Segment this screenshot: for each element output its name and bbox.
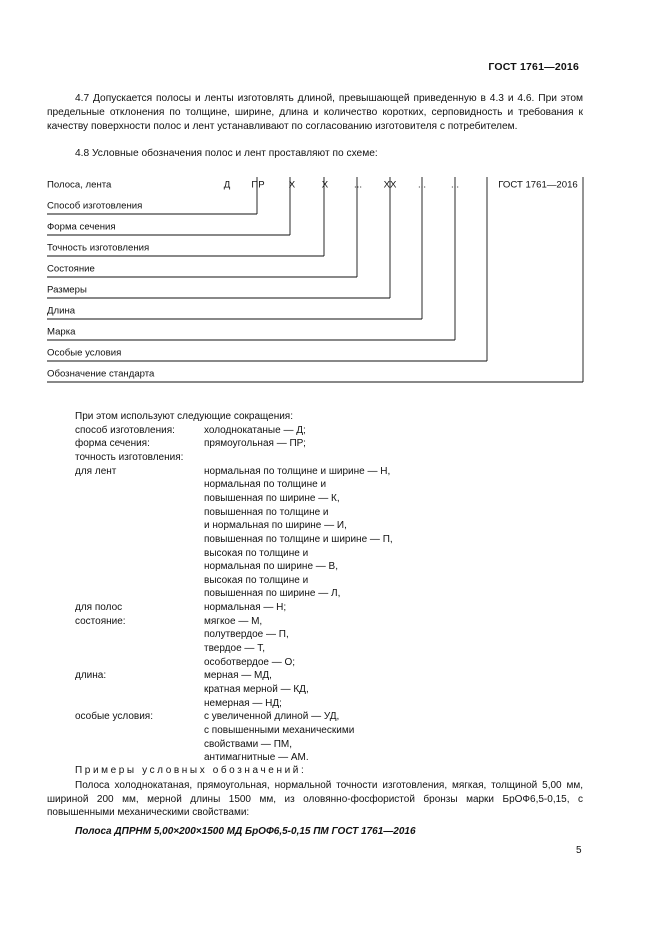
abbreviation-label: для полос bbox=[75, 602, 123, 614]
abbreviation-value: повышенная по толщине и bbox=[204, 506, 329, 518]
abbreviation-value: нормальная по толщине и ширине — Н, bbox=[204, 465, 391, 477]
abbreviation-value: повышенная по ширине — Л, bbox=[204, 588, 341, 600]
abbreviation-value: высокая по толщине и bbox=[204, 547, 309, 559]
scheme-code-4: ... bbox=[354, 179, 362, 191]
abbreviation-value: высокая по толщине и bbox=[204, 574, 309, 586]
abbreviation-value: повышенная по толщине и ширине — П, bbox=[204, 533, 393, 545]
scheme-code-6: ... bbox=[418, 179, 426, 191]
example-designation: Полоса ДПРНМ 5,00×200×1500 МД БрОФ6,5-0,15 ПМ ГОСТ 1761—2016 bbox=[75, 826, 416, 837]
scheme-code-2: Х bbox=[288, 179, 296, 191]
scheme-row-label-3: Состояние bbox=[47, 263, 95, 275]
scheme-row-label-6: Марка bbox=[47, 326, 76, 338]
abbreviation-label: форма сечения: bbox=[75, 438, 150, 450]
abbreviation-value: холоднокатаные — Д; bbox=[204, 424, 306, 436]
abbreviation-value: кратная мерной — КД, bbox=[204, 684, 309, 695]
document-code-header: ГОСТ 1761—2016 bbox=[488, 61, 579, 73]
abbreviation-label: особые условия: bbox=[75, 711, 153, 723]
abbreviation-value: с увеличенной длиной — УД, bbox=[204, 711, 340, 723]
abbreviation-label: длина: bbox=[75, 670, 107, 682]
abbreviation-label: для лент bbox=[75, 465, 117, 477]
scheme-row-label-0: Способ изготовления bbox=[47, 200, 143, 212]
scheme-code-3: Х bbox=[321, 179, 329, 191]
abbreviation-label: способ изготовления: bbox=[75, 424, 175, 436]
scheme-code-5: ХХ bbox=[383, 179, 397, 191]
abbreviation-value: твердое — Т, bbox=[204, 643, 265, 655]
abbreviation-value: свойствами — ПМ, bbox=[204, 738, 293, 750]
scheme-code-1: ПР bbox=[251, 179, 265, 191]
scheme-code-0: Д bbox=[223, 179, 231, 191]
scheme-row-label-1: Форма сечения bbox=[47, 221, 116, 233]
scheme-row-label-4: Размеры bbox=[47, 284, 87, 296]
page-number: 5 bbox=[576, 845, 582, 856]
example-description bbox=[47, 779, 583, 820]
abbreviation-value: немерная — НД; bbox=[204, 697, 282, 709]
abbreviation-value: повышенная по ширине — К, bbox=[204, 492, 340, 504]
abbreviation-value: нормальная — Н; bbox=[204, 602, 287, 614]
clause-4-7-text: 4.7 Допускается полосы и ленты изготовлять длиной, превышающей приведенную в 4.3 и 4.6. При этом предельные отклонения по толщине, ширине, длина и количество коротких, серповидность и требования к качеству поверхности полос и лент устанавливают по согласованию изготовителя с потребителем. bbox=[47, 93, 583, 132]
scheme-row-label-7: Особые условия bbox=[47, 347, 122, 359]
abbreviation-value: прямоугольная — ПР; bbox=[204, 438, 306, 450]
scheme-code-7: ... bbox=[451, 179, 459, 191]
abbreviation-value: полутвердое — П, bbox=[204, 629, 289, 641]
scheme-code-8: ГОСТ 1761—2016 bbox=[498, 179, 578, 191]
scheme-row-label-2: Точность изготовления bbox=[47, 242, 150, 254]
abbreviation-value: нормальная по ширине — В, bbox=[204, 561, 339, 573]
scheme-row-label-5: Длина bbox=[47, 305, 76, 317]
examples-heading: Примеры условных обозначений: bbox=[75, 765, 307, 776]
abbreviation-label: точность изготовления: bbox=[75, 451, 184, 463]
abbreviations-intro: При этом используют следующие сокращения: bbox=[75, 411, 293, 422]
abbreviation-value: нормальная по толщине и bbox=[204, 479, 327, 491]
abbreviation-value: с повышенными механическими bbox=[204, 724, 355, 736]
abbreviation-value: и нормальная по ширине — И, bbox=[204, 520, 347, 532]
abbreviation-value: антимагнитные — АМ. bbox=[204, 752, 309, 764]
abbreviation-label: состояние: bbox=[75, 615, 126, 627]
abbreviation-value: особотвердое — О; bbox=[204, 656, 296, 668]
abbreviations-list bbox=[75, 410, 575, 770]
example-description-text: Полоса холоднокатаная, прямоугольная, нормальной точности изготовления, мягкая, толщиной 5,00 мм, шириной 200 мм, мерной длины 1500 мм, из оловянно-фосфористой бронзы марки БрОФ6,5-0,15, с повышенными механическими свойствами: bbox=[47, 780, 583, 819]
clause-4-8-text: 4.8 Условные обозначения полос и лент проставляют по схеме: bbox=[75, 148, 378, 159]
abbreviation-value: мерная — МД, bbox=[204, 670, 272, 682]
scheme-row-label-8: Обозначение стандарта bbox=[47, 368, 155, 380]
scheme-head-label: Полоса, лента bbox=[47, 179, 112, 191]
abbreviation-value: мягкое — М, bbox=[204, 615, 263, 627]
